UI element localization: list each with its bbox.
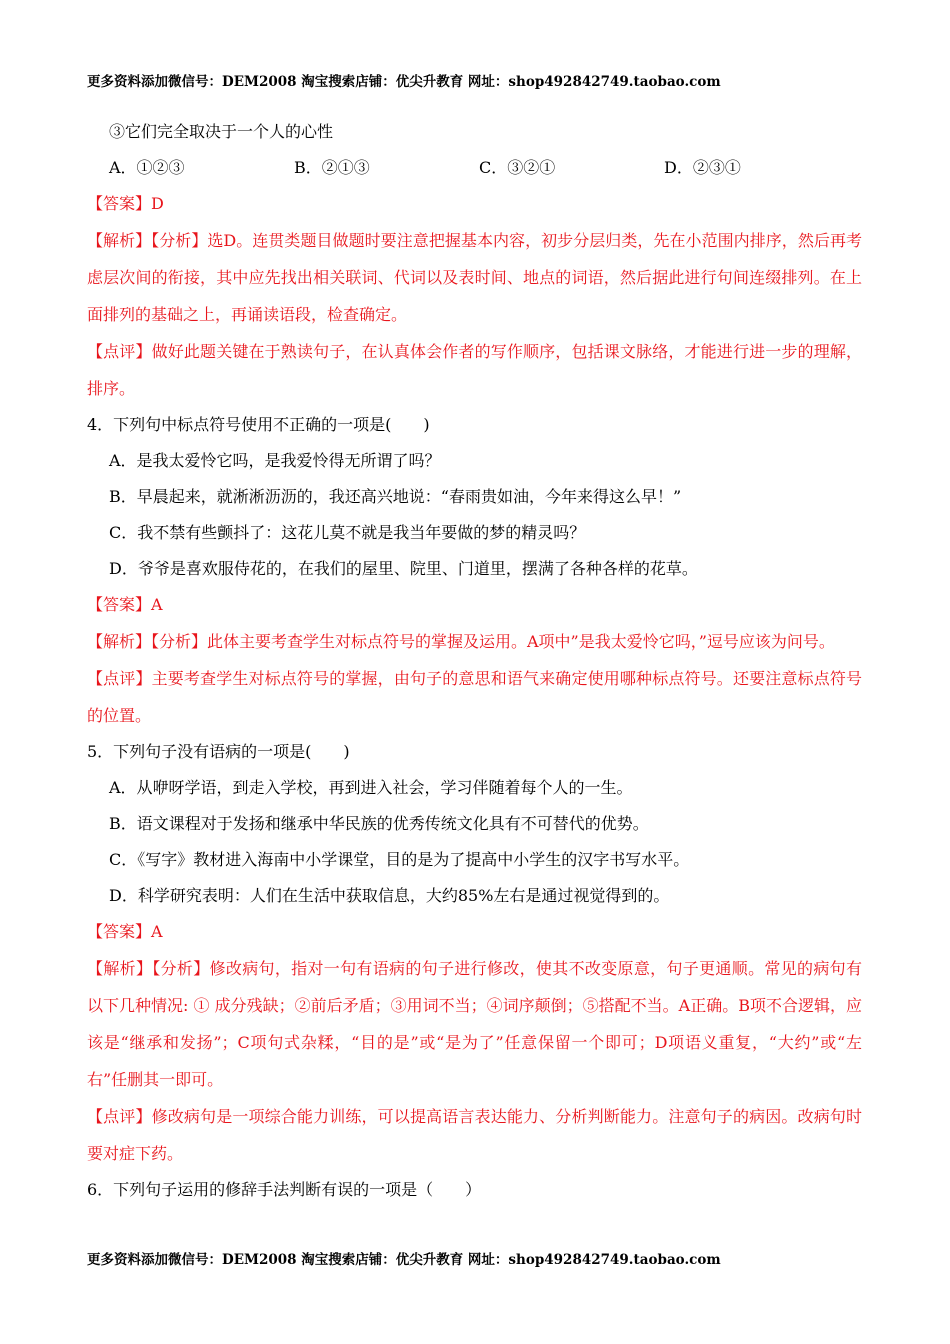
q5-option-a: A．从咿呀学语，到走入学校，再到进入社会，学习伴随着每个人的一生。 xyxy=(109,778,633,797)
q3-option-b: B．②①③ xyxy=(294,158,370,177)
q5-answer: 【答案】A xyxy=(87,922,163,941)
q3-options xyxy=(87,150,862,186)
q3-answer: 【答案】D xyxy=(87,194,164,213)
q3-item-3: ③它们完全取决于一个人的心性 xyxy=(109,122,334,141)
q3-option-a: A．①②③ xyxy=(109,158,185,177)
q3-comment: 【点评】做好此题关键在于熟读句子，在认真体会作者的写作顺序，包括课文脉络，才能进行进一步的理解，排序。 xyxy=(87,342,862,398)
q4-comment: 【点评】主要考查学生对标点符号的掌握，由句子的意思和语气来确定使用哪种标点符号。还要注意标点符号的位置。 xyxy=(87,669,862,725)
q4-option-c: C．我不禁有些颤抖了：这花儿莫不就是我当年要做的梦的精灵吗？ xyxy=(109,523,586,542)
q5-stem: 5．下列句子没有语病的一项是( ) xyxy=(87,742,350,761)
q3-option-c: C．③②① xyxy=(479,158,556,177)
q5-analysis: 【解析】【分析】修改病句，指对一句有语病的句子进行修改，使其不改变原意，句子更通顺。常见的病句有以下几种情况: ① 成分残缺；②前后矛盾；③用词不当；④词序颠倒；⑤搭配不当。A正确。B项不合逻辑，应该是“继承和发扬”；C项句式杂糅，“目的是”或“是为了”任意保留一个即可；D项语义重复，“大约”或“左右”任删其一即可。 xyxy=(87,959,862,1089)
q5-option-c: C．《写字》教材进入海南中小学课堂，目的是为了提高中小学生的汉字书写水平。 xyxy=(109,850,690,869)
q3-option-d: D．②③① xyxy=(664,158,741,177)
q5-option-d: D．科学研究表明：人们在生活中获取信息，大约85%左右是通过视觉得到的。 xyxy=(109,886,670,905)
q5-option-b: B．语文课程对于发扬和继承中华民族的优秀传统文化具有不可替代的优势。 xyxy=(109,814,649,833)
q5-comment: 【点评】修改病句是一项综合能力训练，可以提高语言表达能力、分析判断能力。注意句子的病因。改病句时要对症下药。 xyxy=(87,1107,862,1163)
q4-option-a: A．是我太爱怜它吗，是我爱怜得无所谓了吗？ xyxy=(109,451,441,470)
document-body xyxy=(87,114,862,1208)
q4-answer: 【答案】A xyxy=(87,595,163,614)
q4-analysis: 【解析】【分析】此体主要考查学生对标点符号的掌握及运用。A项中”是我太爱怜它吗，”逗号应该为问号。 xyxy=(87,632,835,651)
q4-option-d: D．爷爷是喜欢服侍花的，在我们的屋里、院里、门道里，摆满了各种各样的花草。 xyxy=(109,559,698,578)
q3-analysis: 【解析】【分析】选D。连贯类题目做题时要注意把握基本内容，初步分层归类，先在小范围内排序，然后再考虑层次间的衔接，其中应先找出相关联词、代词以及表时间、地点的词语，然后据此进行句间连缀排列。在上面排列的基础之上，再诵读语段，检查确定。 xyxy=(87,231,862,324)
page-header: 更多资料添加微信号：DEM2008 淘宝搜索店铺：优尖升教育 网址：shop492842749.taobao.com xyxy=(87,74,721,90)
q6-stem: 6．下列句子运用的修辞手法判断有误的一项是（ ） xyxy=(87,1180,482,1199)
q4-option-b: B．早晨起来，就淅淅沥沥的，我还高兴地说：“春雨贵如油，今年来得这么早！” xyxy=(109,487,682,506)
page-footer: 更多资料添加微信号：DEM2008 淘宝搜索店铺：优尖升教育 网址：shop492842749.taobao.com xyxy=(87,1252,721,1268)
q4-stem: 4．下列句中标点符号使用不正确的一项是( ) xyxy=(87,415,430,434)
